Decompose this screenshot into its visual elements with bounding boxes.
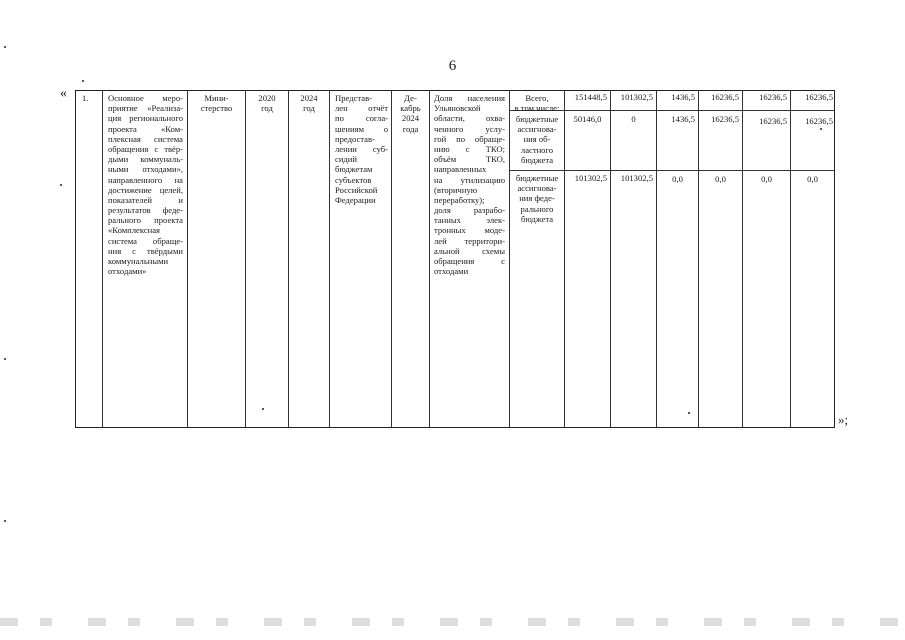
text-line: ластного xyxy=(520,144,554,155)
text-line: Ульяновской xyxy=(434,103,481,114)
scan-speck xyxy=(4,358,6,360)
text-line: ченного услу- xyxy=(434,123,505,134)
target-indicators xyxy=(434,93,505,276)
text-line: лей территори- xyxy=(434,235,505,246)
text-line: приятие «Реализа- xyxy=(108,103,183,114)
scan-speck xyxy=(60,184,62,186)
expected-result xyxy=(335,93,388,205)
text-line: переработку); xyxy=(434,194,485,205)
text-line: проекта «Ком- xyxy=(108,123,183,134)
text-line: Федерации xyxy=(335,194,376,205)
text-line: рального xyxy=(520,203,554,214)
source-total xyxy=(510,93,564,113)
text-line: кабрь xyxy=(400,103,421,114)
text-line: ния об- xyxy=(523,134,551,145)
text-line: ния с твёрдыми xyxy=(108,245,183,256)
text-line: тронных моде- xyxy=(434,225,505,236)
value-total-all: 151448,5 xyxy=(574,92,607,102)
text-line: Де- xyxy=(404,93,417,103)
opening-quote: « xyxy=(60,86,67,101)
value-regional-2023: 16236,5 xyxy=(759,116,787,126)
text-line: 2020 xyxy=(258,93,276,103)
text-line: бюджетные xyxy=(515,173,559,183)
text-line: отходами» xyxy=(108,266,147,277)
text-line: по согла- xyxy=(335,113,388,124)
text-line: система обраще- xyxy=(108,235,183,246)
end-year xyxy=(289,93,329,113)
text-line: Представ- xyxy=(335,93,372,103)
value-federal-2022: 0,0 xyxy=(715,174,726,184)
text-line: альной схемы xyxy=(434,245,505,256)
text-line: 2024 xyxy=(401,113,420,124)
text-line: бюджетные xyxy=(515,114,559,124)
text-line: (вторичную xyxy=(434,184,478,195)
text-line: ция регионального xyxy=(108,113,183,124)
text-line: в том числе: xyxy=(514,103,560,114)
text-line: обращения с твёр- xyxy=(108,143,183,154)
text-line: коммунальными xyxy=(108,256,169,266)
closing-quote: »; xyxy=(838,412,849,427)
text-line: стерство xyxy=(200,103,233,114)
text-line: лен отчёт xyxy=(335,103,388,114)
text-line: танных элек- xyxy=(434,215,505,226)
text-line: достижение целей, xyxy=(108,184,183,195)
value-regional-2022: 16236,5 xyxy=(711,114,739,124)
start-year xyxy=(246,93,288,113)
text-line: области, охва- xyxy=(434,113,505,124)
text-line: доля разрабо- xyxy=(434,205,505,216)
measure-name xyxy=(108,93,183,276)
page-number: 6 xyxy=(448,58,457,74)
text-line: результатов феде- xyxy=(108,205,183,216)
row-index: 1. xyxy=(82,93,89,103)
text-line: обращения с xyxy=(434,256,505,266)
text-line: плексная система xyxy=(108,133,183,144)
text-line: ассигнова- xyxy=(517,183,557,194)
value-federal-2020: 101302,5 xyxy=(620,173,653,183)
text-line: направленного на xyxy=(108,174,183,185)
text-line: субъектов xyxy=(335,174,372,185)
text-line: 2024 xyxy=(300,93,318,103)
value-total-2023: 16236,5 xyxy=(759,92,787,102)
text-line: бюджета xyxy=(520,154,554,165)
text-line: дыми коммуналь- xyxy=(108,154,183,165)
value-total-2021: 1436,5 xyxy=(671,92,695,102)
source-regional xyxy=(510,114,564,165)
text-line: Всего, xyxy=(525,93,549,103)
scan-noise-bottom xyxy=(0,618,905,626)
value-regional-all: 50146,0 xyxy=(573,114,602,124)
text-line: «Комплексная xyxy=(108,225,161,236)
text-line: показателей и xyxy=(108,194,183,205)
executor xyxy=(188,93,245,113)
text-line: Доля населения xyxy=(434,93,505,103)
text-line: Российской xyxy=(335,184,378,195)
value-federal-2024: 0,0 xyxy=(807,174,818,184)
source-federal xyxy=(510,173,564,224)
text-line: отходами xyxy=(434,266,469,277)
text-line: рального проекта xyxy=(108,215,183,226)
value-regional-2020: 0 xyxy=(631,114,636,124)
text-line: год xyxy=(261,103,273,114)
value-federal-all: 101302,5 xyxy=(574,173,607,183)
text-line: предостав- xyxy=(335,133,375,144)
text-line: Мини- xyxy=(204,93,229,103)
value-total-2024: 16236,5 xyxy=(805,92,833,102)
value-total-2020: 101302,5 xyxy=(620,92,653,102)
text-line: года xyxy=(402,123,419,134)
scan-speck xyxy=(4,520,6,522)
text-line: год xyxy=(303,103,315,114)
value-total-2022: 16236,5 xyxy=(711,92,739,102)
scan-speck xyxy=(82,80,84,82)
value-federal-2021: 0,0 xyxy=(672,174,683,184)
deadline xyxy=(392,93,429,134)
text-line: объём ТКО, xyxy=(434,154,505,165)
text-line: ассигнова- xyxy=(517,124,557,135)
value-regional-2024: 16236,5 xyxy=(805,116,833,126)
text-line: на утилизацию xyxy=(434,174,505,185)
text-line: гой по обраще- xyxy=(434,133,505,144)
text-line: шениям о xyxy=(335,123,388,134)
text-line: лении суб- xyxy=(335,143,388,154)
text-line: бюджетам xyxy=(335,164,373,175)
text-line: направленных xyxy=(434,164,487,175)
text-line: сидий xyxy=(335,154,357,165)
program-table xyxy=(75,90,835,428)
text-line: нию с ТКО; xyxy=(434,143,505,154)
value-regional-2021: 1436,5 xyxy=(671,114,695,124)
text-line: Основное меро- xyxy=(108,93,183,103)
scan-speck xyxy=(4,46,6,48)
text-line: бюджета xyxy=(520,213,554,224)
text-line: ния феде- xyxy=(519,193,555,204)
text-line: ными отходами», xyxy=(108,164,183,175)
value-federal-2023: 0,0 xyxy=(761,174,772,184)
